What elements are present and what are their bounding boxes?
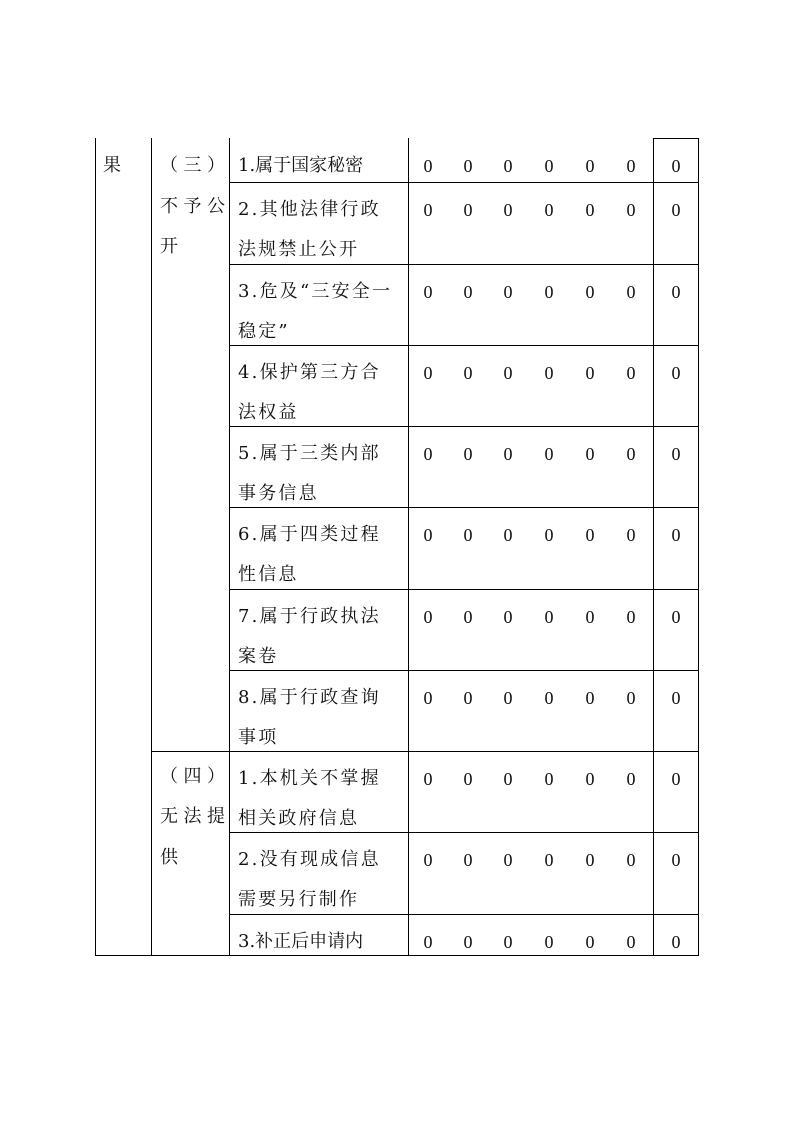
- value-cell: 0: [463, 282, 473, 302]
- value-cell: 0: [503, 850, 513, 870]
- row-label-line: 7.属于行政执法: [238, 606, 381, 627]
- table-border-top: [653, 138, 699, 139]
- row-label-line: 4.保护第三方合: [238, 362, 381, 383]
- value-cell: 0: [463, 688, 473, 708]
- value-cell: 0: [671, 607, 681, 627]
- value-cell: 0: [671, 156, 681, 176]
- value-cell: 0: [503, 688, 513, 708]
- row-label-line: 法权益: [238, 402, 299, 423]
- value-cell: 0: [585, 363, 595, 383]
- value-cell: 0: [503, 444, 513, 464]
- value-cell: 0: [671, 200, 681, 220]
- value-cell: 0: [626, 282, 636, 302]
- value-cell: 0: [626, 932, 636, 952]
- value-cell: 0: [463, 850, 473, 870]
- value-cell: 0: [671, 850, 681, 870]
- row-label-line: 6.属于四类过程: [238, 524, 381, 545]
- row-divider: [229, 832, 699, 833]
- value-cell: 0: [503, 156, 513, 176]
- value-cell: 0: [463, 525, 473, 545]
- row-label-line: 5.属于三类内部: [238, 443, 381, 464]
- value-cell: 0: [585, 769, 595, 789]
- value-cell: 0: [423, 363, 433, 383]
- value-cell: 0: [671, 444, 681, 464]
- value-cell: 0: [671, 282, 681, 302]
- value-cell: 0: [544, 607, 554, 627]
- row-label-line: 2.没有现成信息: [238, 849, 381, 870]
- row-label-line: 3.危及“三安全一: [238, 281, 393, 302]
- value-cell: 0: [503, 932, 513, 952]
- row-label-line: 1.属于国家秘密: [238, 155, 364, 176]
- value-cell: 0: [626, 688, 636, 708]
- category-label: 果: [103, 155, 121, 176]
- value-cell: 0: [585, 200, 595, 220]
- row-divider: [229, 426, 699, 427]
- row-divider: [229, 670, 699, 671]
- value-cell: 0: [544, 525, 554, 545]
- row-label-line: 事项: [238, 727, 279, 748]
- value-cell: 0: [585, 607, 595, 627]
- value-cell: 0: [585, 525, 595, 545]
- value-cell: 0: [544, 156, 554, 176]
- value-cell: 0: [626, 200, 636, 220]
- value-cell: 0: [463, 156, 473, 176]
- value-cell: 0: [671, 525, 681, 545]
- value-cell: 0: [463, 363, 473, 383]
- value-cell: 0: [626, 363, 636, 383]
- value-cell: 0: [626, 850, 636, 870]
- value-cell: 0: [585, 444, 595, 464]
- value-cell: 0: [671, 769, 681, 789]
- value-cell: 0: [423, 607, 433, 627]
- value-cell: 0: [585, 850, 595, 870]
- value-cell: 0: [626, 444, 636, 464]
- value-cell: 0: [463, 444, 473, 464]
- value-cell: 0: [503, 525, 513, 545]
- value-cell: 0: [544, 688, 554, 708]
- value-cell: 0: [423, 282, 433, 302]
- value-cell: 0: [544, 363, 554, 383]
- row-label-line: 性信息: [238, 564, 299, 585]
- row-divider: [229, 345, 699, 346]
- row-label-line: 事务信息: [238, 483, 319, 504]
- value-cell: 0: [423, 156, 433, 176]
- value-cell: 0: [626, 607, 636, 627]
- row-label-line: 相关政府信息: [238, 808, 360, 829]
- row-divider: [229, 264, 699, 265]
- row-label-line: 2.其他法律行政: [238, 199, 381, 220]
- value-cell: 0: [585, 282, 595, 302]
- row-label-line: 需要另行制作: [238, 889, 360, 910]
- column-divider: [151, 138, 152, 955]
- value-cell: 0: [463, 932, 473, 952]
- row-label-line: 8.属于行政查询: [238, 687, 381, 708]
- group-label-line: （四）: [160, 766, 231, 787]
- value-cell: 0: [544, 282, 554, 302]
- group-label-line: （三）: [160, 155, 231, 176]
- value-cell: 0: [423, 525, 433, 545]
- row-label-line: 案卷: [238, 646, 279, 667]
- row-divider: [229, 182, 699, 183]
- row-label-line: 法规禁止公开: [238, 239, 360, 260]
- group-label-line: 不予公: [160, 196, 231, 217]
- value-cell: 0: [626, 769, 636, 789]
- table-border-bottom: [95, 955, 699, 956]
- row-divider: [229, 507, 699, 508]
- value-cell: 0: [544, 444, 554, 464]
- value-cell: 0: [423, 850, 433, 870]
- value-cell: 0: [503, 769, 513, 789]
- row-label-line: 1.本机关不掌握: [238, 768, 381, 789]
- row-divider: [151, 751, 699, 752]
- group-label-line: 供: [160, 847, 184, 868]
- value-cell: 0: [671, 688, 681, 708]
- group-label-line: 开: [160, 236, 184, 257]
- value-cell: 0: [585, 688, 595, 708]
- value-cell: 0: [626, 156, 636, 176]
- value-cell: 0: [585, 932, 595, 952]
- row-label-line: 稳定”: [238, 321, 290, 342]
- value-cell: 0: [423, 444, 433, 464]
- value-cell: 0: [423, 688, 433, 708]
- value-cell: 0: [423, 932, 433, 952]
- value-cell: 0: [585, 156, 595, 176]
- value-cell: 0: [503, 607, 513, 627]
- value-cell: 0: [423, 769, 433, 789]
- value-cell: 0: [671, 363, 681, 383]
- row-divider: [229, 589, 699, 590]
- value-cell: 0: [544, 850, 554, 870]
- group-label-line: 无法提: [160, 806, 231, 827]
- value-cell: 0: [463, 607, 473, 627]
- value-cell: 0: [423, 200, 433, 220]
- value-cell: 0: [626, 525, 636, 545]
- row-label-line: 3.补正后申请内: [238, 931, 364, 952]
- value-cell: 0: [544, 200, 554, 220]
- value-cell: 0: [544, 769, 554, 789]
- value-cell: 0: [463, 769, 473, 789]
- value-cell: 0: [544, 932, 554, 952]
- row-divider: [229, 914, 699, 915]
- table-border-left: [95, 138, 96, 955]
- value-cell: 0: [503, 363, 513, 383]
- value-cell: 0: [503, 200, 513, 220]
- value-cell: 0: [671, 932, 681, 952]
- value-cell: 0: [463, 200, 473, 220]
- value-cell: 0: [503, 282, 513, 302]
